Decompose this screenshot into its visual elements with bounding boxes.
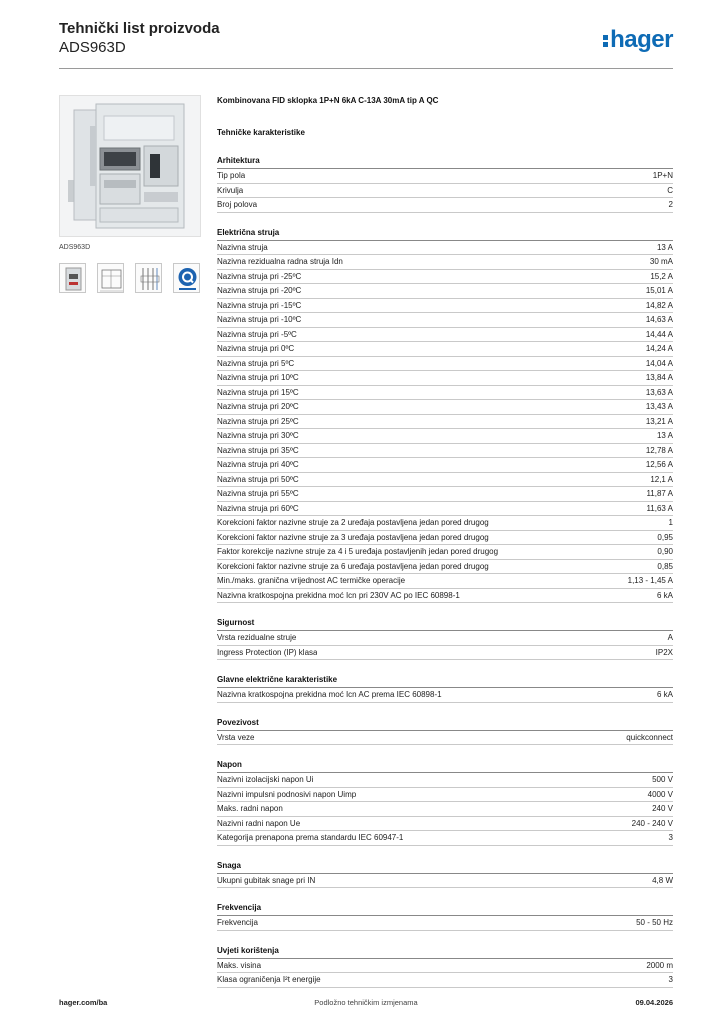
product-details	[217, 96, 673, 988]
spec-value: A	[667, 633, 673, 642]
section-title: Napon	[217, 759, 673, 773]
spec-label: Nazivna struja pri -25ºC	[217, 271, 302, 281]
spec-value: 1,13 - 1,45 A	[627, 576, 673, 585]
spec-label: Nazivna struja pri 30ºC	[217, 431, 299, 440]
spec-label: Nazivna struja pri 15ºC	[217, 387, 299, 397]
spec-value: 6 kA	[656, 690, 673, 699]
spec-row	[217, 574, 673, 589]
spec-label: Tip pola	[217, 171, 246, 180]
spec-row	[217, 386, 673, 401]
spec-label: Nazivni radni napon Ue	[217, 818, 301, 828]
spec-label: Nazivna struja pri -15ºC	[217, 300, 302, 310]
spec-row	[217, 313, 673, 328]
spec-label: Broj polova	[217, 200, 258, 209]
spec-value: 13,43 A	[645, 402, 673, 411]
spec-row	[217, 874, 673, 889]
spec-label: Frekvencija	[217, 918, 258, 927]
spec-value: 14,82 A	[645, 300, 673, 310]
spec-value: 3	[668, 833, 673, 842]
spec-label: Vrsta rezidualne struje	[217, 633, 297, 642]
spec-value: 13 A	[656, 431, 673, 440]
spec-label: Nazivna struja pri 10ºC	[217, 373, 299, 382]
spec-value: 50 - 50 Hz	[636, 918, 673, 927]
footer-note: Podložno tehničkim izmjenama	[314, 998, 418, 1007]
spec-label: Ingress Protection (IP) klasa	[217, 647, 318, 657]
spec-label: Nazivna struja pri 50ºC	[217, 474, 299, 484]
spec-value: 13,21 A	[645, 416, 673, 426]
section-title: Arhitektura	[217, 155, 673, 169]
spec-label: Nazivna struja pri 55ºC	[217, 489, 299, 498]
spec-row	[217, 458, 673, 473]
spec-label: Nazivni izolacijski napon Ui	[217, 775, 314, 784]
spec-label: Maks. radni napon	[217, 804, 283, 813]
thumbnail-wiring[interactable]	[135, 263, 162, 293]
hager-logo	[603, 26, 673, 54]
spec-label: Nazivna struja pri 40ºC	[217, 460, 299, 469]
spec-row	[217, 545, 673, 560]
spec-value: 1P+N	[652, 171, 673, 180]
spec-row	[217, 731, 673, 746]
spec-value: 14,24 A	[645, 344, 673, 353]
spec-row	[217, 342, 673, 357]
spec-label: Vrsta veze	[217, 732, 255, 742]
spec-row	[217, 516, 673, 531]
spec-label: Nazivna kratkospojna prekidna moć Icn AC prema IEC 60898-1	[217, 690, 442, 699]
spec-label: Nazivna struja pri 60ºC	[217, 503, 299, 513]
page-header	[59, 20, 673, 70]
footer-date: 09.04.2026	[635, 998, 673, 1007]
spec-row	[217, 502, 673, 517]
section-title: Frekvencija	[217, 902, 673, 916]
spec-value: 1	[668, 518, 673, 527]
spec-label: Nazivna struja pri 5ºC	[217, 358, 295, 368]
spec-label: Kategorija prenapona prema standardu IEC 60947-1	[217, 833, 404, 842]
thumbnail-quickconnect[interactable]	[173, 263, 200, 293]
spec-value: 14,04 A	[645, 358, 673, 368]
spec-row	[217, 444, 673, 459]
spec-label: Faktor korekcije nazivne struje za 4 i 5 uređaja postavljenih jedan pored drugog	[217, 547, 499, 556]
spec-row	[217, 688, 673, 703]
spec-label: Klasa ograničenja I²t energije	[217, 975, 321, 984]
spec-value: 15,01 A	[645, 286, 673, 295]
spec-row	[217, 198, 673, 213]
spec-label: Nazivna struja	[217, 242, 268, 252]
spec-row	[217, 788, 673, 803]
image-reference: ADS963D	[59, 244, 91, 251]
spec-label: Krivulja	[217, 185, 244, 195]
spec-row	[217, 429, 673, 444]
document-title: Tehnički list proizvoda	[59, 20, 220, 37]
section	[217, 155, 673, 213]
section	[217, 902, 673, 931]
thumbnail-drawing[interactable]	[97, 263, 124, 293]
spec-value: 11,87 A	[646, 489, 673, 498]
section	[217, 227, 673, 604]
spec-label: Nazivna struja pri 35ºC	[217, 445, 299, 455]
spec-value: 14,44 A	[645, 329, 673, 339]
spec-row	[217, 831, 673, 846]
spec-value: 6 kA	[656, 590, 673, 600]
circuit-breaker-icon	[60, 96, 201, 237]
spec-value: 13,63 A	[645, 387, 673, 397]
spec-value: 4,8 W	[652, 875, 673, 885]
spec-value: quickconnect	[626, 732, 673, 742]
spec-row	[217, 184, 673, 199]
spec-value: 11,63 A	[646, 503, 673, 513]
header-divider	[59, 68, 673, 69]
spec-row	[217, 415, 673, 430]
spec-value: 30 mA	[649, 257, 673, 266]
footer-website[interactable]: hager.com/ba	[59, 998, 108, 1007]
section	[217, 860, 673, 889]
product-image	[59, 95, 201, 237]
spec-row	[217, 371, 673, 386]
spec-row	[217, 400, 673, 415]
spec-label: Min./maks. granična vrijednost AC termičke operacije	[217, 576, 406, 585]
spec-row	[217, 802, 673, 817]
spec-label: Nazivna struja pri -5ºC	[217, 329, 297, 339]
spec-row	[217, 959, 673, 974]
product-name: Kombinovana FID sklopka 1P+N 6kA C-13A 30mA tip A QC	[217, 96, 439, 105]
section	[217, 717, 673, 746]
section-title: Snaga	[217, 860, 673, 874]
spec-value: 2	[668, 200, 673, 209]
spec-row	[217, 284, 673, 299]
spec-row	[217, 487, 673, 502]
spec-row	[217, 631, 673, 646]
spec-value: 3	[668, 975, 673, 984]
section	[217, 674, 673, 703]
characteristics-title: Tehničke karakteristike	[217, 128, 305, 137]
technical-drawing-icon	[98, 264, 124, 293]
spec-value: 13,84 A	[645, 373, 673, 382]
spec-value: 240 V	[652, 804, 673, 813]
wiring-diagram-icon	[136, 264, 162, 293]
spec-label: Maks. visina	[217, 960, 262, 970]
spec-value: 15,2 A	[650, 271, 673, 281]
spec-label: Nazivna kratkospojna prekidna moć Icn pri 230V AC po IEC 60898-1	[217, 590, 460, 600]
spec-row	[217, 589, 673, 604]
spec-label: Nazivna struja pri 20ºC	[217, 402, 299, 411]
spec-label: Nazivna rezidualna radna struja Idn	[217, 257, 343, 266]
spec-label: Korekcioni faktor nazivne struje za 2 uređaja postavljena jedan pored drugog	[217, 518, 489, 527]
spec-value: IP2X	[655, 647, 673, 657]
spec-row	[217, 357, 673, 372]
spec-value: 2000 m	[646, 960, 673, 970]
spec-label: Korekcioni faktor nazivne struje za 6 uređaja postavljena jedan pored drugog	[217, 561, 489, 571]
spec-value: 13 A	[656, 242, 673, 252]
spec-row	[217, 973, 673, 988]
product-code: ADS963D	[59, 39, 126, 56]
logo-text: hager	[610, 26, 673, 53]
spec-row	[217, 299, 673, 314]
spec-row	[217, 531, 673, 546]
section-title: Električna struja	[217, 227, 673, 241]
spec-row	[217, 241, 673, 256]
spec-value: 4000 V	[647, 789, 673, 799]
product-thumb-icon	[60, 264, 86, 293]
spec-value: 14,63 A	[645, 315, 673, 324]
spec-label: Nazivna struja pri -10ºC	[217, 315, 302, 324]
quickconnect-logo-icon	[174, 264, 200, 293]
spec-row	[217, 328, 673, 343]
spec-label: Nazivna struja pri 0ºC	[217, 344, 295, 353]
section-title: Povezivost	[217, 717, 673, 731]
section-title: Uvjeti korištenja	[217, 945, 673, 959]
spec-row	[217, 255, 673, 270]
section-title: Sigurnost	[217, 617, 673, 631]
spec-row	[217, 169, 673, 184]
spec-row	[217, 773, 673, 788]
spec-value: 12,1 A	[650, 474, 673, 484]
spec-row	[217, 817, 673, 832]
section	[217, 759, 673, 846]
spec-row	[217, 473, 673, 488]
spec-value: C	[667, 185, 673, 195]
thumbnail-strip	[59, 263, 200, 293]
spec-row	[217, 916, 673, 931]
section	[217, 617, 673, 660]
section-title: Glavne električne karakteristike	[217, 674, 673, 688]
characteristics-sections	[217, 155, 673, 988]
spec-value: 0,95	[657, 532, 673, 542]
spec-value: 12,56 A	[645, 460, 673, 469]
spec-label: Ukupni gubitak snage pri IN	[217, 875, 316, 885]
spec-label: Korekcioni faktor nazivne struje za 3 uređaja postavljena jedan pored drugog	[217, 532, 489, 542]
spec-label: Nazivni impulsni podnosivi napon Uimp	[217, 789, 357, 799]
spec-label: Nazivna struja pri 25ºC	[217, 416, 299, 426]
spec-value: 0,90	[657, 547, 673, 556]
spec-value: 0,85	[657, 561, 673, 571]
section	[217, 945, 673, 988]
logo-dots-icon	[603, 33, 609, 49]
spec-row	[217, 646, 673, 661]
spec-value: 12,78 A	[645, 445, 673, 455]
spec-value: 500 V	[652, 775, 673, 784]
spec-value: 240 - 240 V	[631, 818, 673, 828]
spec-row	[217, 560, 673, 575]
spec-row	[217, 270, 673, 285]
thumbnail-product[interactable]	[59, 263, 86, 293]
spec-label: Nazivna struja pri -20ºC	[217, 286, 302, 295]
